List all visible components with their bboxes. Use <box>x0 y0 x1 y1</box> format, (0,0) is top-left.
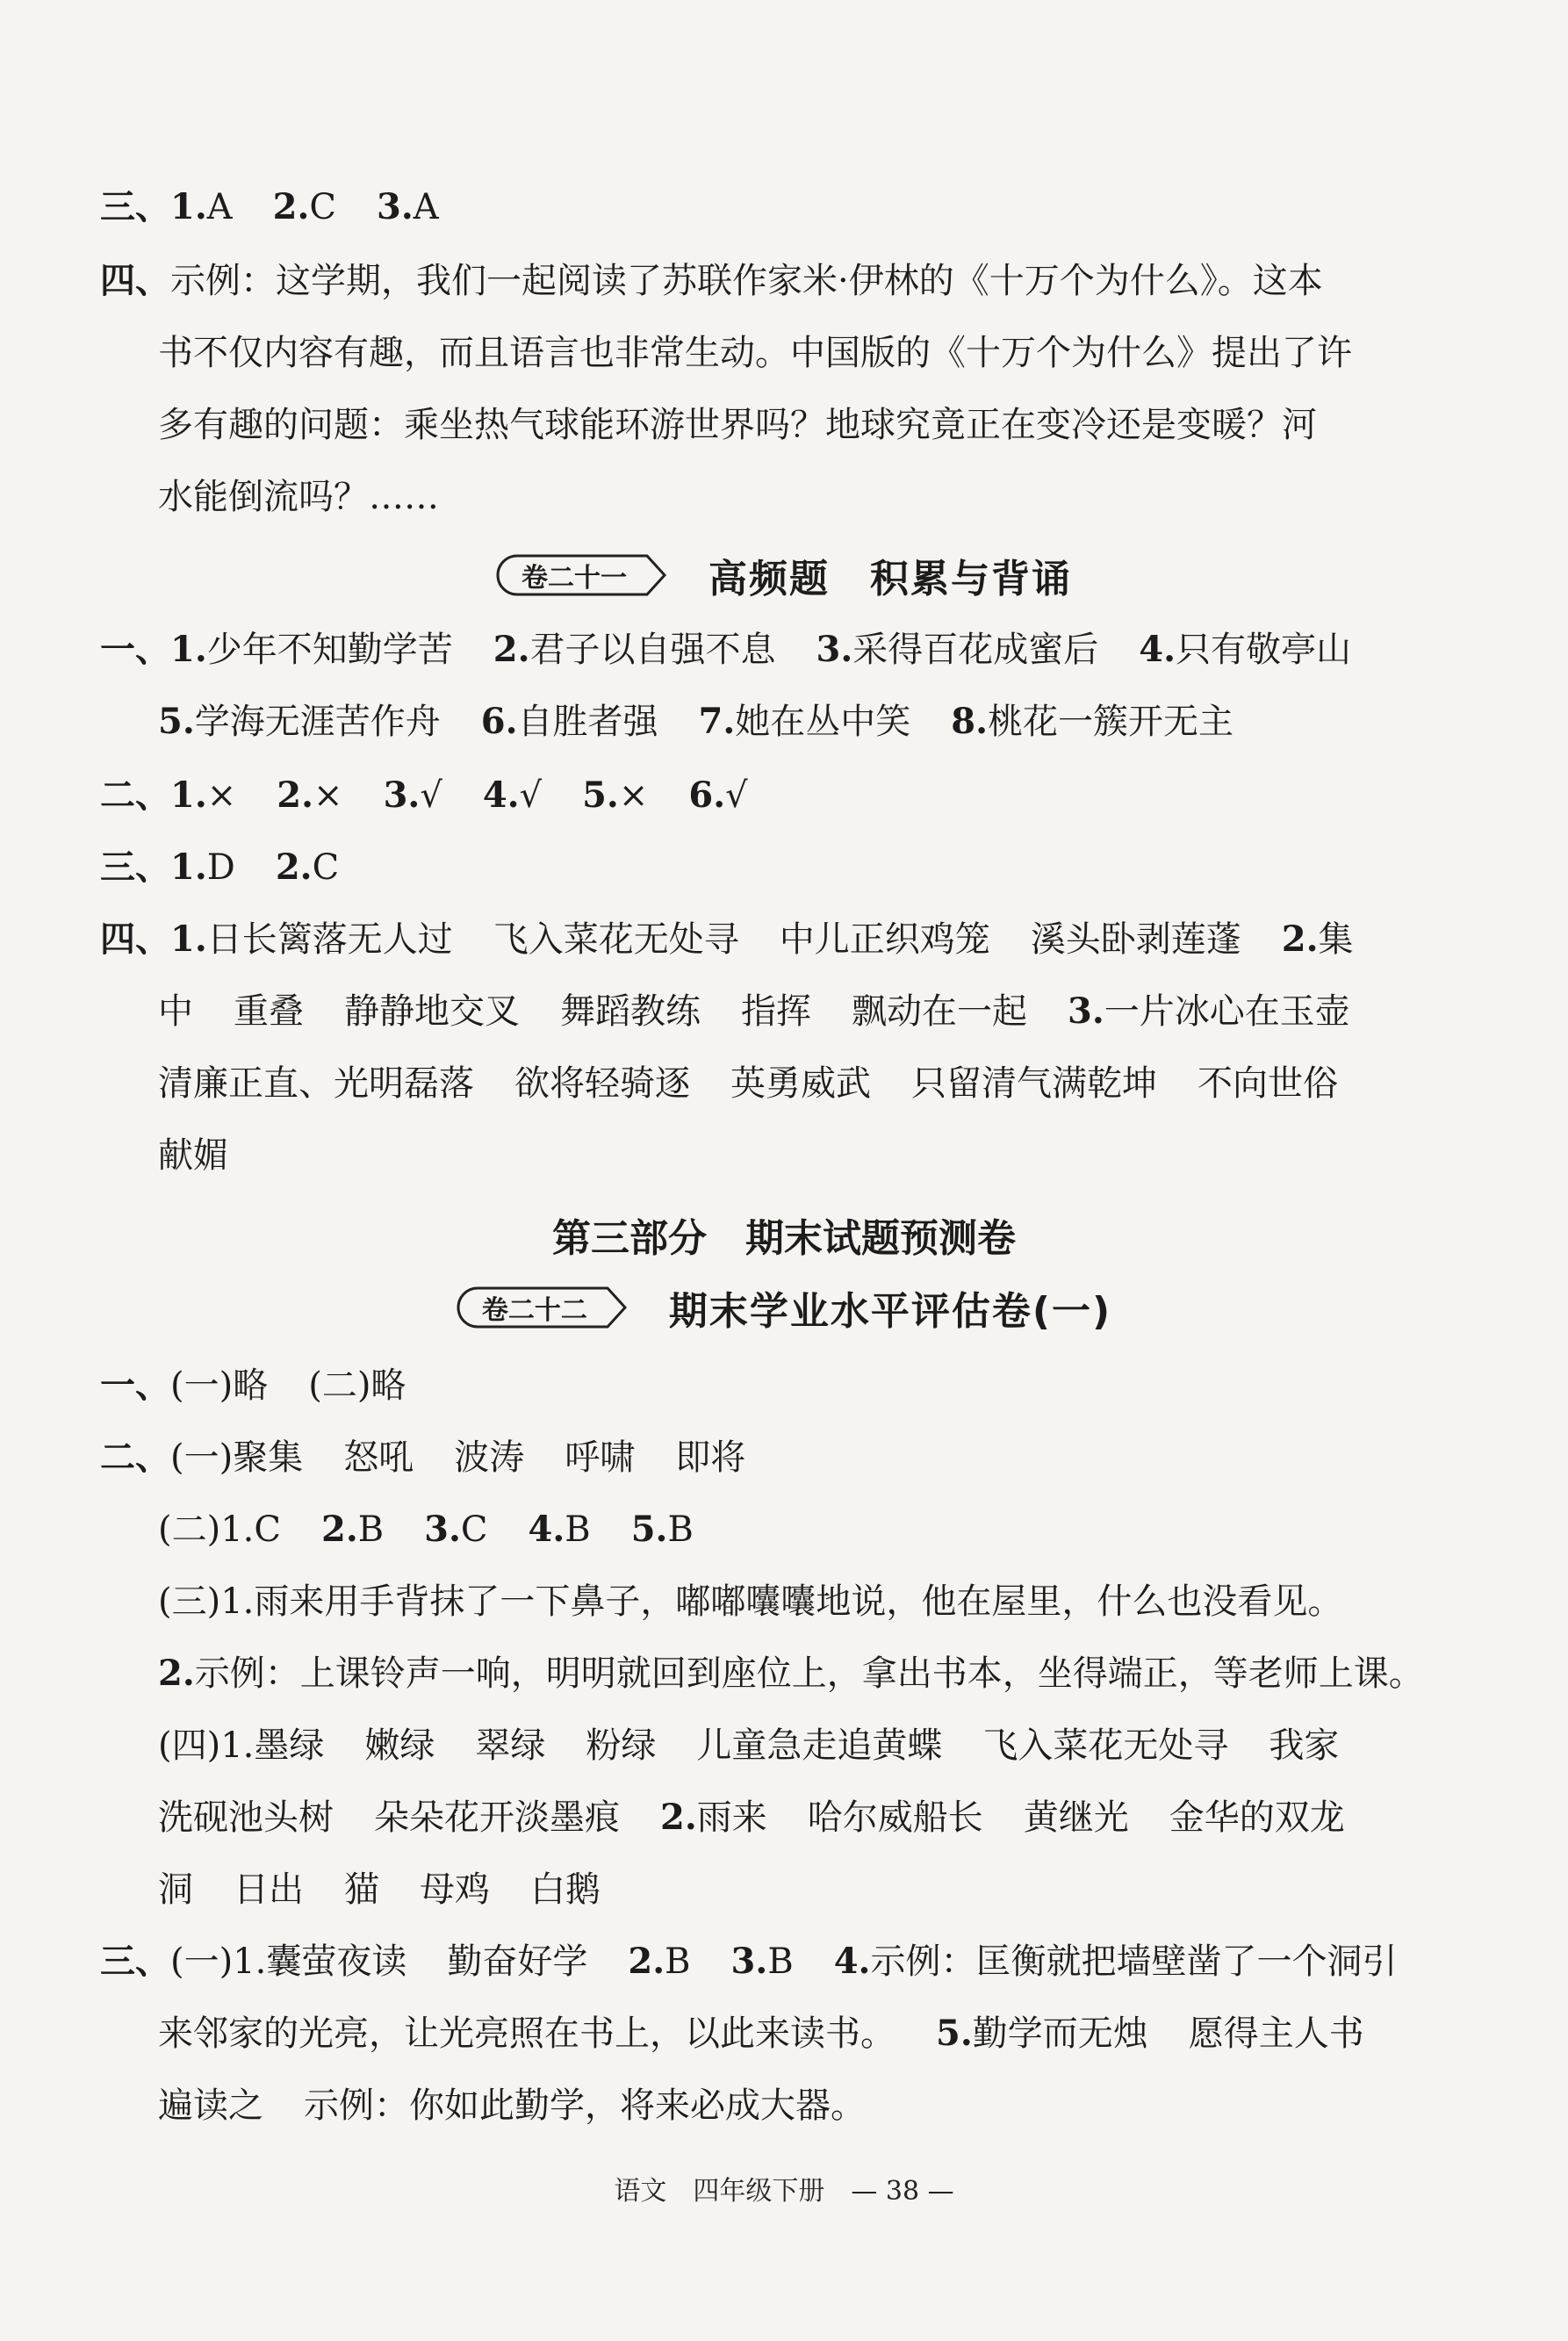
answer-text: (一)略 <box>170 1365 269 1406</box>
answer-text: C <box>312 847 340 888</box>
answer-text: 献媚 <box>158 1135 228 1176</box>
answer-text: 三、 <box>100 186 170 227</box>
answer-text: 8. <box>951 701 989 742</box>
answer-text: 只留清气满乾坤 <box>911 1063 1157 1104</box>
answer-text: 5. <box>936 2013 973 2054</box>
answer-text: 2. <box>277 774 314 816</box>
answer-text: A <box>206 187 233 227</box>
answer-text: D <box>206 847 235 888</box>
answer-text: 清廉正直、光明磊落 <box>158 1063 474 1104</box>
answer-text: 2. <box>275 846 313 888</box>
answer-text: B <box>565 1509 591 1550</box>
answer-text: × <box>206 775 237 816</box>
answer-text: 2. <box>660 1797 697 1838</box>
answer-text: 君子以自强不息 <box>529 630 776 670</box>
answer-line <box>158 1795 1345 1840</box>
section-tag: 卷二十二 <box>457 1286 629 1329</box>
answer-text: 示例：上课铃声一响，明明就回到座位上，拿出书本，坐得端正，等老师上课。 <box>194 1653 1424 1694</box>
answer-text: 日长篱落无人过 <box>206 919 453 960</box>
answer-text: 儿童急走追黄蝶 <box>696 1725 943 1766</box>
answer-text: A <box>413 187 439 227</box>
answer-text: 6. <box>480 701 518 742</box>
answer-text: 指挥 <box>741 991 811 1032</box>
answer-text: 遍读之 <box>158 2085 263 2126</box>
answer-text: 飞入菜花无处寻 <box>982 1725 1229 1766</box>
section-tag: 卷二十一 <box>496 553 668 597</box>
answer-text: 集 <box>1318 919 1354 960</box>
answer-text: 怒吼 <box>343 1437 414 1478</box>
answer-text: × <box>618 775 649 816</box>
answer-text: 5. <box>630 1509 668 1550</box>
answer-text: 5. <box>582 774 619 816</box>
answer-line <box>158 1061 1338 1106</box>
answer-text: 一、 <box>100 629 170 670</box>
answer-text: 愿得主人书 <box>1188 2013 1364 2054</box>
answer-text: (三)1.雨来用手背抹了一下鼻子，嘟嘟囔囔地说，他在屋里，什么也没看见。 <box>158 1581 1343 1622</box>
answer-text: 勤奋好学 <box>447 1941 588 1982</box>
answer-text: 勤学而无烛 <box>972 2013 1148 2054</box>
section-title: 期末学业水平评估卷(一) <box>668 1289 1112 1334</box>
answer-text: 溪头卧剥莲蓬 <box>1030 919 1241 960</box>
answer-line <box>158 402 1317 448</box>
answer-text: 2. <box>320 1509 358 1550</box>
answer-text: B <box>665 1941 691 1982</box>
answer-text: 雨来 <box>696 1797 767 1838</box>
answer-line <box>100 1435 745 1480</box>
answer-text: 3. <box>1068 990 1104 1032</box>
answer-text: 4. <box>482 774 520 816</box>
answer-text: 洗砚池头树 <box>158 1797 334 1838</box>
answer-text: 示例：匡衡就把墙壁凿了一个洞引 <box>870 1941 1398 1982</box>
answer-text: 1. <box>170 186 207 227</box>
answer-text: 4. <box>1139 629 1176 670</box>
answer-text: 洞 <box>158 1869 193 1910</box>
answer-text: 嫩绿 <box>364 1725 435 1766</box>
answer-text: 即将 <box>675 1437 746 1478</box>
answer-text: √ <box>420 775 442 816</box>
answer-text: 3. <box>377 186 414 227</box>
answer-line <box>158 1507 694 1552</box>
answer-line <box>158 1867 601 1912</box>
answer-text: 1. <box>170 918 207 960</box>
answer-line <box>100 773 748 818</box>
answer-line <box>100 917 1354 962</box>
answer-line <box>158 474 439 520</box>
answer-line <box>100 845 339 890</box>
answer-line <box>100 1363 406 1408</box>
answer-text: 5. <box>158 701 195 742</box>
answer-text: 呼啸 <box>565 1437 636 1478</box>
answer-text: C <box>309 187 337 227</box>
answer-text: 母鸡 <box>420 1869 490 1910</box>
answer-text: C <box>460 1509 488 1550</box>
answer-text: 她在丛中笑 <box>735 702 911 742</box>
answer-text: 只有敬亭山 <box>1176 630 1352 670</box>
page-footer: 语文 四年级下册 — 38 — <box>614 2176 954 2207</box>
answer-text: 1. <box>170 774 207 816</box>
answer-text: (二)略 <box>308 1365 406 1406</box>
answer-text: 2. <box>628 1941 665 1982</box>
answer-text: × <box>313 775 343 816</box>
answer-text: 采得百花成蜜后 <box>852 630 1099 670</box>
answer-text: 金华的双龙 <box>1169 1797 1345 1838</box>
answer-text: 2. <box>158 1653 195 1694</box>
answer-text: 一、 <box>100 1365 170 1406</box>
answer-text: 欲将轻骑逐 <box>514 1063 690 1104</box>
answer-text: (四)1.墨绿 <box>158 1725 325 1766</box>
answer-text: 静静地交叉 <box>344 991 520 1032</box>
answer-line <box>158 330 1352 376</box>
section-22-header <box>0 1281 1568 1334</box>
answer-text: 1. <box>170 629 207 670</box>
answer-text: 白鹅 <box>530 1869 601 1910</box>
answer-text: 少年不知勤学苦 <box>206 630 453 670</box>
answer-text: 1. <box>170 846 207 888</box>
answer-line <box>158 1651 1424 1696</box>
answer-text: 我家 <box>1269 1725 1340 1766</box>
part-three-title: 第三部分 期末试题预测卷 <box>552 1216 1016 1261</box>
answer-text: √ <box>519 775 543 816</box>
answer-text: 猫 <box>344 1869 379 1910</box>
answer-text: B <box>667 1509 694 1550</box>
answer-line <box>158 2011 1364 2056</box>
answer-text: 水能倒流吗？…… <box>158 477 439 517</box>
answer-text: 粉绿 <box>586 1725 657 1766</box>
answer-text: 哈尔威船长 <box>807 1797 983 1838</box>
answer-text: 黄继光 <box>1023 1797 1129 1838</box>
answer-line <box>158 1133 228 1178</box>
answer-line <box>100 258 1323 304</box>
answer-text: 学海无涯苦作舟 <box>194 702 441 742</box>
answer-text: 4. <box>528 1509 565 1550</box>
answer-text: 飘动在一起 <box>852 991 1027 1032</box>
answer-text: 舞蹈教练 <box>560 991 701 1032</box>
answer-text: 书不仅内容有趣，而且语言也非常生动。中国版的《十万个为什么》提出了许 <box>158 333 1352 373</box>
answer-text: 中 <box>158 991 193 1032</box>
answer-text: 朵朵花开淡墨痕 <box>374 1797 620 1838</box>
answer-text: 四、 <box>100 918 170 960</box>
section-title: 高频题 积累与背诵 <box>708 557 1072 601</box>
answer-text: 桃花一簇开无主 <box>988 702 1234 742</box>
answer-line <box>100 184 439 230</box>
answer-text: 二、 <box>100 774 170 816</box>
answer-text: (二)1.C <box>158 1509 281 1550</box>
section-21-header <box>0 549 1568 601</box>
answer-text: 波涛 <box>454 1437 525 1478</box>
answer-text: B <box>767 1941 794 1982</box>
answer-text: 自胜者强 <box>517 702 658 742</box>
answer-text: 来邻家的光亮，让光亮照在书上，以此来读书。 <box>158 2013 895 2054</box>
answer-text: 2. <box>1281 918 1319 960</box>
answer-text: 6. <box>688 774 726 816</box>
answer-text: 四、 <box>100 260 170 301</box>
answer-text: 7. <box>698 701 736 742</box>
answer-text: 2. <box>493 629 530 670</box>
answer-text: 三、 <box>100 846 170 888</box>
answer-text: (一)聚集 <box>170 1437 304 1478</box>
answer-line <box>158 2083 866 2129</box>
answer-text: 一片冰心在玉壶 <box>1104 991 1350 1032</box>
answer-text: 示例：这学期，我们一起阅读了苏联作家米·伊林的《十万个为什么》。这本 <box>170 261 1323 301</box>
answer-text: 3. <box>383 774 421 816</box>
answer-text: 重叠 <box>234 991 304 1032</box>
answer-line <box>158 699 1234 745</box>
answer-text: 中儿正织鸡笼 <box>779 919 990 960</box>
answer-line <box>158 989 1350 1034</box>
answer-line <box>158 1723 1339 1768</box>
answer-line <box>100 1939 1397 1984</box>
answer-text: 示例：你如此勤学，将来必成大器。 <box>304 2085 866 2126</box>
answer-text: B <box>357 1509 385 1550</box>
answer-text: 飞入菜花无处寻 <box>493 919 739 960</box>
answer-text: 英勇威武 <box>730 1063 871 1104</box>
answer-text: (一)1.囊萤夜读 <box>170 1941 407 1982</box>
answer-text: 3. <box>424 1509 461 1550</box>
answer-text: 3. <box>730 1941 768 1982</box>
answer-line <box>100 627 1351 673</box>
answer-line <box>158 1579 1342 1624</box>
answer-text: √ <box>725 775 748 816</box>
answer-text: 二、 <box>100 1437 170 1478</box>
answer-text: 翠绿 <box>475 1725 546 1766</box>
answer-text: 2. <box>272 186 310 227</box>
answer-text: 不向世俗 <box>1198 1063 1338 1104</box>
answer-text: 多有趣的问题：乘坐热气球能环游世界吗？地球究竟正在变冷还是变暖？河 <box>158 405 1317 445</box>
answer-text: 三、 <box>100 1941 170 1982</box>
answer-text: 3. <box>816 629 853 670</box>
answer-text: 4. <box>833 1941 871 1982</box>
answer-text: 日出 <box>234 1869 304 1910</box>
